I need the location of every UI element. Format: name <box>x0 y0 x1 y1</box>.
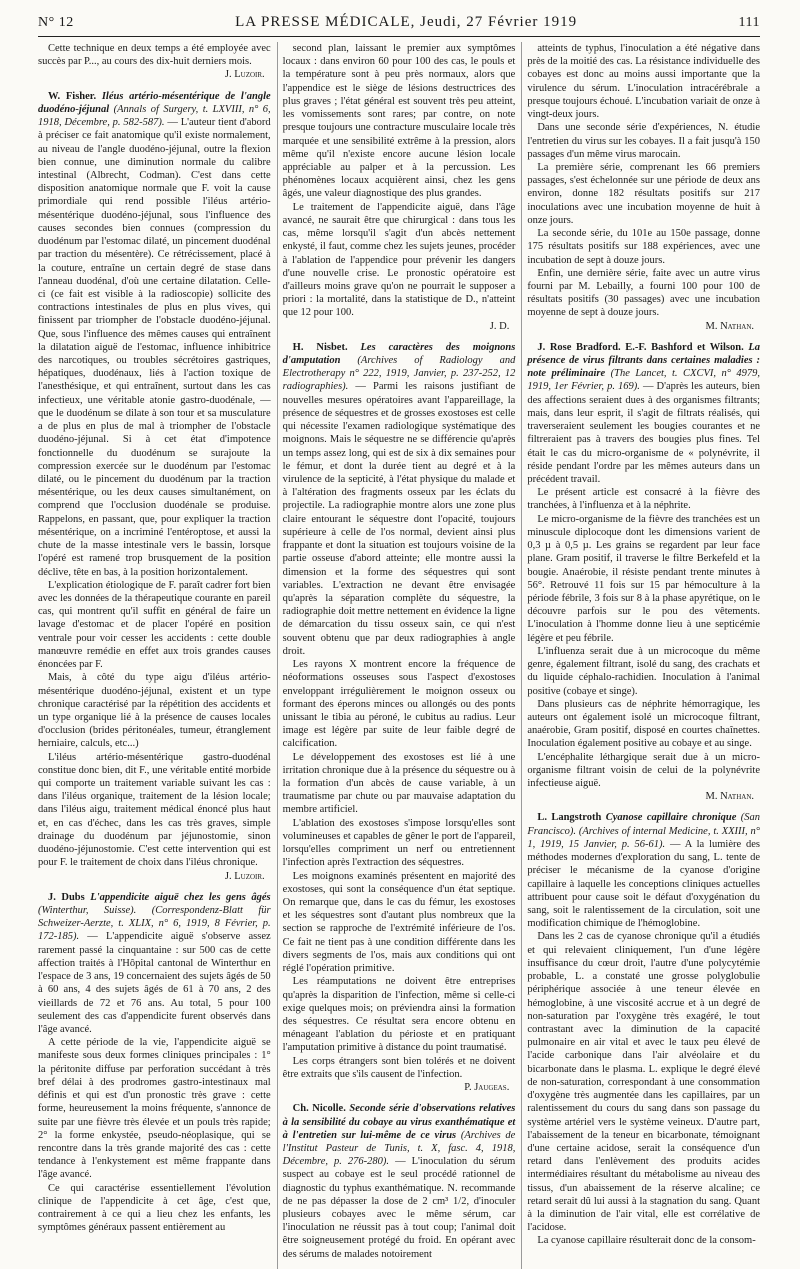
paragraph-text: Mais, à côté du type aigu d'iléus artério-mésentérique duodéno-jéjunal, existent et un type chronique caractérisé par la répétition des accidents et un type organique lié à la présence de causes locales d'occlusion (brides péritonéales, tumeur, étranglement herniaire, calculs, etc...) <box>38 672 271 750</box>
entry-author: Ch. Nicolle. <box>292 1103 346 1115</box>
page-number: 111 <box>738 15 760 30</box>
entry-paragraph <box>527 227 760 267</box>
entry-paragraph <box>283 817 516 870</box>
review-entry <box>527 811 760 1247</box>
paragraph-text: L'explication étiologique de F. paraît cadrer fort bien avec les données de la thérapeutique courante en pareil cas, qui montrent qu'il suffit en général de faire un lavage d'estomac et de placer l'opéré en position ventrale pour voir cesser les accidents : cette double manœuvre remédie en effet aux trois grandes causes énoncées par F. <box>38 579 271 671</box>
paragraph-text: Les corps étrangers sont bien tolérés et ne doivent être extraits que s'ils causent de l'infection. <box>282 1055 516 1080</box>
entry-title: Les caractères des moignons d'amputation <box>282 341 516 367</box>
entry-paragraph <box>38 751 271 870</box>
entry-paragraph <box>283 751 516 817</box>
paragraph-text: atteints de typhus, l'inoculation a été négative dans près de la moitié des cas. La résistance individuelle des cobayes est donc au moins aussi importante que la virulence du sérum. L'inoculation intracérébrale a presque toujours échoué. L'incubation variait de onze à vingt-deux jours. <box>527 43 760 121</box>
entry-paragraph <box>283 975 516 1054</box>
entry-title: Iléus artério-mésentérique de l'angle duodéno-jéjunal <box>38 90 271 115</box>
entry-paragraph <box>527 161 760 227</box>
review-entry <box>38 90 271 883</box>
paragraph-text: L'ablation des exostoses s'impose lorsqu'elles sont volumineuses et capables de gêner le port de l'appareil, lorsqu'elles compriment un nerf ou entretiennent l'infection après l'extraction des séquestres. <box>282 817 516 869</box>
entry-paragraph <box>527 1234 760 1247</box>
paragraph-text: L'iléus artério-mésentérique gastro-duodénal constitue donc bien, dit F., une véritable entité morbide qui comporte un traitement variable suivant les cas : dans l'iléus organique, traitement de la lésion locale; dans l'iléus aigu, traitement médical énoncé plus haut et, en cas d'échec, dans les cas très graves, simple drainage du duodénum par jéjunostomie, sinon duodéno-jéjunostomie. C'est cette intervention qui est pour F. le traitement de choix dans l'iléus chronique. <box>38 751 271 869</box>
entry-author: J. Dubs <box>48 891 85 903</box>
entry-reference: (Archives of Radiology and Electrotherapy n° 222, 1919, Janvier, p. 237-252, 12 radiographies). <box>282 355 516 393</box>
entry-reference: (Annals of Surgery, t. LXVIII, n° 6, 1918, Décembre, p. 582-587). <box>38 103 271 129</box>
entry-author: W. Fisher. <box>48 90 97 102</box>
entry-signature: J. Luzoir. <box>224 69 265 81</box>
paragraph-text: — A la lumière des méthodes modernes d'exploration du sang, L. tente de préciser le mécanisme de la cyanose d'origine capillaire à laquelle les conceptions cliniques actuelles attribuent pour cause soit le défaut d'oxygénation du sang, soit le ralentissement de la circulation, soit une modification chimique de l'hémoglobine. <box>527 838 760 930</box>
issue-number: N° 12 <box>38 15 74 30</box>
paragraph-text: — D'après les auteurs, bien des affections seraient dues à des organismes filtrants; mais, dans leur esprit, il s'agit de filtrats réalisés, qui traverseraient seulement les bougies courantes et ne filtreraient pas à travers des bougies plus fines. Tel était le cas du micro-organisme de « polynévrite, il réside pendant l'ordre par les mêmes auteurs dans un précédent travail. <box>527 381 760 485</box>
entry-signature: P. Jaugeas. <box>464 1082 510 1094</box>
entry-paragraph <box>38 42 271 68</box>
entry-paragraph <box>283 341 516 658</box>
entry-paragraph <box>38 671 271 750</box>
column-2 <box>283 42 516 1269</box>
review-entry <box>38 891 271 1235</box>
paragraph-text: Le micro-organisme de la fièvre des tranchées est un minuscule diplocoque dont les dimensions varient de 0,3 µ à 0,5 µ. Les grains se regardent par leur face plane. Gram positif, il traverse le filtre Berkefeld et la bougie. Anaérobie, il résiste pendant trente minutes à 56°. Retrouvé 11 fois sur 15 par hémoculture à la période fébrile, 3 fois sur 8 à la phase apyrétique, on le découvre parfois sur le pou des vêtements. L'inoculation à l'homme donne lieu à une septicémie légère et peu fébrile. <box>527 513 760 644</box>
entry-author: J. Rose Bradford. E.-F. Bashford et Wilson. <box>537 341 744 353</box>
paragraph-text: Les réamputations ne doivent être entreprises qu'après la disparition de l'infection, même si celle-ci exige quelques mois; on préviendra ainsi la formation des séquestres. Ce résultat sera encore obtenu en ménageant l'ablation du périoste et en pratiquant l'amputation primitive à distance du point traumatisé. <box>282 976 516 1054</box>
entry-paragraph <box>38 579 271 672</box>
entry-paragraph <box>527 645 760 698</box>
entry-paragraph <box>527 930 760 1234</box>
paragraph-text: Les moignons examinés présentent en majorité des exostoses, qui sont la conséquence d'un état septique. On remarque que, dans le cas du fémur, les exostoses et les séquestres sont d'autant plus nombreux que la section se rapproche de l'extrémité inférieure de l'os. Ce fait ne tient pas à une condition différente dans les divers segments de l'os, mais aux conditions qui ont réglé l'opération primitive. <box>282 870 516 975</box>
paragraph-text: Le traitement de l'appendicite aiguë, dans l'âge avancé, ne saurait être que chirurgical : dans tous les cas, même lorsqu'il s'agit d'un abcès nettement enkysté, il faut, comme chez les sujets jeunes, procéder à l'ablation de l'appendice pour prévenir les dangers d'une nouvelle crise. Le pronostic opératoire est d'ailleurs moins grave qu'on ne pourrait le supposer a priori : la mortalité, dans la statistique de D., n'atteint que 12 pour 100. <box>282 201 516 319</box>
paragraph-text: Le développement des exostoses est lié à une irritation chronique due à la présence du séquestre ou à la formation d'un abcès de cause variable, à un traumatisme par chute ou par mauvaise adaptation du membre artificiel. <box>282 751 516 816</box>
entry-title: L'appendicite aiguë chez les gens âgés <box>90 891 271 903</box>
entry-paragraph <box>283 1055 516 1081</box>
article-columns <box>38 42 761 1260</box>
paragraph-text: La cyanose capillaire résulterait donc de la consom- <box>537 1235 756 1247</box>
review-entry <box>38 42 271 82</box>
entry-paragraph <box>527 513 760 645</box>
entry-reference: (The Lancet, t. CXCVI, n° 4979, 1919, 1er Février, p. 169). <box>527 368 761 393</box>
entry-paragraph <box>527 486 760 512</box>
paragraph-text: Dans plusieurs cas de néphrite hémorragique, les auteurs ont également isolé un microcoque filtrant, anaérobie, Gram positif, disposé en courtes chaînettes. Inoculation également positive au cobaye et au singe. <box>527 698 760 750</box>
entry-reference: (Winterthur, Suisse). (Correspondenz-Blatt für Schweizer-Aerzte, t. XLIX, n° 6, 1919, 8 Février, p. 172-185). <box>38 905 271 943</box>
paragraph-text: — L'inoculation du sérum suspect au cobaye est le seul procédé rationnel de diagnostic du typhus exanthématique. N. recommande de ne pas dépasser la dose de 2 cm³ 1/2, d'inoculer plusieurs cobayes avec le même sérum, car l'inoculation ne réussit pas à tout coup; l'animal doit être soigneusement protégé du froid. En opérant avec des sérums de malades notoirement <box>282 1156 516 1260</box>
entry-author: H. Nisbet. <box>292 341 348 353</box>
entry-paragraph <box>283 870 516 976</box>
paragraph-text: — L'auteur tient d'abord à préciser ce fait anatomique qu'il existe normalement, au niveau de l'angle duodéno-jéjunal, outre la flexion bien connue, une diminution normale du calibre intestinal (Albrecht, Codman). C'est dans cette disposition anatomique normale que F. voit la cause primordiale qui rend possible l'iléus artério-mésentérique duodéno-jéjunal, sous l'influence des causes secondes bien connues (compression du duodénum par l'estomac dilaté, un pincement duodénal par traction du mésentère). Ce rétrécissement, placé à la couture, entraîne un certain degré de stase dans l'anneau duodénal, d'où une certaine dilatation. Celle-ci (ce fait est visible à la radioscopie) sollicite des contractions intestinales de plus en plus vives, qui finissent par triompher de l'obstacle duodéno-jéjunal. Que, sous l'influence des mêmes causes qui entraînent la dilatation aiguë de l'estomac, influence inhibitrice des narcotiques, ou troubles sécrétoires gastriques, hépatiques, duodénaux, liés à l'action toxique de l'anesthésique, et qui entraînent, surtout dans les cas infectieux, une véritable atonie gastro-duodénale, — que le duodénum se dilate à son tour et sa musculature a de plus en plus de mal à triompher de l'obstacle duodéno-jéjunal. Si à cet état d'impotence fonctionnelle du duodénum se surajoute la compression exercée sur le duodénum par l'estomac dilaté, ou le pincement du duodénum par la traction mésentérique, ou les deux causes simultanément, on comprend que l'occlusion duodénale se produise. Rappelons, en passant, que, pour expliquer la traction mésentérique, on a incriminé l'entéroptose, et aussi la chute de la masse intestinale vers le bassin, lorsque l'opéré est ramené trop brusquement de la position déclive, tête en bas, à la position horizontalement. <box>38 117 271 578</box>
entry-paragraph <box>38 891 271 1036</box>
review-entry <box>527 341 760 804</box>
paragraph-text: Dans les 2 cas de cyanose chronique qu'il a étudiés et qui relevaient cliniquement, l'un d'une légère insuffisance du cœur droit, l'autre d'une polycytémie probable, L. a constaté une grosse polyglobulie périphérique associée à une teneur élevée en hémoglobine, à une viscosité accrue et à un degré de non-saturation par l'oxygène très exagéré, le tout contrastant avec la diminution de la capacité pulmonaire en air vital et avec le taux peu élevé de l'acide carbonique dans l'air alvéolaire et du bicarbonate dans le plasma. L. explique le degré élevé de non-saturation, correspondant à une consommation d'oxygène très augmentée dans les capillaires, par un ralentissement du cours du sang dans son passage du système artériel vers le système veineux. D'autre part, l'abaissement de la teneur en bicarbonate, témoignant d'une certaine acidose, serait la conséquence d'un retard dans l'enlèvement des produits acides intermédiaires résultant du métabolisme au niveau des tissus, d'un abaissement de la réserve alcaline; ce retard serait dû lui aussi à la stagnation du sang. Quant à la diminution de l'air vital, elle est corrélative de l'acidose. <box>527 931 760 1234</box>
paragraph-text: Le présent article est consacré à la fièvre des tranchées, à l'influenza et à la néphrite. <box>527 487 760 512</box>
entry-signature: M. Nathan. <box>705 320 754 332</box>
paragraph-text: Enfin, une dernière série, faite avec un autre virus fourni par M. Lebailly, a fourni 100 pour 100 de résultats positifs (30 passages) avec une incubation moyenne de sept à douze jours. <box>527 267 760 319</box>
entry-signature: J. D. <box>489 320 510 332</box>
column-3 <box>527 42 760 1269</box>
entry-paragraph <box>38 90 271 579</box>
entry-reference: (Archives de l'Institut Pasteur de Tunis, t. X, fasc. 4, 1918, Décembre, p. 276-280). <box>282 1129 516 1168</box>
paragraph-text: Ce qui caractérise essentiellement l'évolution clinique de l'appendicite à cet âge, c'est que, contrairement à ce qui a lieu chez les enfants, les symptômes généraux passent entièrement au <box>38 1182 271 1234</box>
paragraph-text: — Parmi les raisons justifiant de nouvelles mesures opératoires avant l'appareillage, la présence de séquestres et de grosses exostoses est celle qui nécessite l'examen radiologique systématique des moignons. Mais le séquestre ne se différencie qu'après un temps assez long, qui est de six à dix semaines pour le fémur, et dont la durée tient au degré et à la virulence de la septicité, à l'état physique du malade et à l'altération des fragments osseux par les éclats du projectile. La radiographie montre alors une zone plus claire entourant le séquestre dont l'opacité, toujours supérieure à celle de l'os normal, devient ainsi plus frappante et dont la situation est toujours voisine de la partie osseuse d'abord atteinte; elle montre aussi la dimension et la forme des séquestres qui sont variables. L'extraction ne devant être envisagée qu'après la séparation complète du séquestre, la radiographie doit mettre nettement en évidence la ligne de démarcation du tissu osseux sain, ce qui n'est souvent obtenu que par deux radiographies à angle droit. <box>282 381 516 657</box>
paragraph-text: L'encéphalite léthargique serait due à un micro-organisme filtrant voisin de celui de la polynévrite infectieuse aiguë. <box>527 751 760 790</box>
entry-paragraph <box>283 658 516 751</box>
entry-paragraph <box>38 1036 271 1181</box>
entry-title: Cyanose capillaire chronique <box>605 812 737 824</box>
paragraph-text: A cette période de la vie, l'appendicite aiguë se manifeste sous deux formes cliniques principales : 1° la péritonite diffuse par perforation succédant à très bref délai à des prodromes gastro-intestinaux mal définis et qui est d'un pronostic très grave : cette forme, heureusement la moins fréquente, s'annonce de suite par une fièvre très élevée et un pouls très rapide; 2° la forme enkystée, pseudo-néoplasique, qui se rencontre dans la très grande majorité des cas : cette tendance à l'enkystement est même frappante dans l'âge avancé. <box>38 1037 271 1181</box>
entry-paragraph <box>283 1102 516 1261</box>
paragraph-text: L'influenza serait due à un microcoque du même genre, également filtrant, isolé du sang, des crachats et du liquide céphalo-rachidien. Inoculation à l'animal positive (cobaye et singe). <box>527 645 760 697</box>
entry-signature: M. Nathan. <box>705 791 754 803</box>
entry-paragraph <box>527 121 760 161</box>
paragraph-text: second plan, laissant le premier aux symptômes locaux : dans environ 60 pour 100 des cas, le pouls et la température sont à peu près normaux, alors que l'appendice est le siège de lésions destructrices des plus graves ; l'état général est souvent très peu atteint, les vomissements sont rares; par contre, on note presque toujours une contracture musculaire locale très marquée et une sensibilité extrême à la pression, alors même qu'il n'existe encore aucune lésion locale appréciable au palper et à la percussion. Les phénomènes locaux acquièrent ainsi, chez les gens âgés, une valeur diagnostique des plus grandes. <box>282 43 516 200</box>
review-entry <box>527 42 760 333</box>
entry-paragraph <box>527 341 760 486</box>
journal-title: LA PRESSE MÉDICALE, Jeudi, 27 Février 1919 <box>235 14 578 30</box>
entry-title: La présence de virus filtrants dans certaines maladies : note préliminaire <box>527 341 760 380</box>
entry-paragraph <box>527 751 760 791</box>
page-header <box>38 14 760 37</box>
entry-signature: J. Luzoir. <box>224 870 265 882</box>
review-entry <box>283 42 516 333</box>
review-entry <box>283 1102 516 1261</box>
paragraph-text: — L'appendicite aiguë s'observe assez rarement passé la cinquantaine : sur 500 cas de cette affection traités à l'Hôpital cantonal de Winterthur en l'espace de 3 ans, 19 concernaient des sujets âgés de 50 à 60 ans, 4 des sujets âgés de 61 à 70 ans, 2 des vieillards de 72 et 76 ans. Au total, 5 pour 100 seulement des cas d'appendicite furent observés dans l'âge avancé. <box>38 931 271 1035</box>
entry-paragraph <box>38 1182 271 1235</box>
entry-paragraph <box>283 201 516 320</box>
entry-paragraph <box>527 42 760 121</box>
review-entry <box>283 341 516 1094</box>
entry-paragraph <box>527 698 760 751</box>
paragraph-text: Les rayons X montrent encore la fréquence de néoformations osseuses sous l'aspect d'exostoses enveloppant irrégulièrement le moignon osseux ou formant des éperons minces ou allongés ou des ponts unissant le tibia au péroné, le cubitus au radius. Leur image est légère par suite de leur faible degré de calcification. <box>282 659 516 750</box>
entry-author: L. Langstroth <box>537 812 602 824</box>
entry-reference: (San Francisco). (Archives of internal Medicine, t. XXIII, n° 1, 1919, 15 Janvier, p. 56-61). <box>527 812 760 850</box>
paragraph-text: La seconde série, du 101e au 150e passage, donne 175 résultats positifs sur 188 expériences, avec une incubation de sept à douze jours. <box>527 228 760 266</box>
paragraph-text: La première série, comprenant les 66 premiers passages, s'est échelonnée sur une période de deux ans environ, donne 182 résultats positifs sur 217 inoculations avec une incubation moyenne de huit à onze jours. <box>527 161 760 226</box>
entry-paragraph <box>283 42 516 201</box>
entry-paragraph <box>527 267 760 320</box>
paragraph-text: Dans une seconde série d'expériences, N. étudie l'entretien du virus sur les cobayes. Il a fait jusqu'à 150 passages d'un même virus marocain. <box>527 122 760 160</box>
entry-paragraph <box>527 811 760 930</box>
column-1 <box>38 42 271 1269</box>
entry-title: Seconde série d'observations relatives à la sensibilité du cobaye au virus exanthématique et à l'entretien sur lui-même de ce virus <box>282 1103 516 1141</box>
paragraph-text: Cette technique en deux temps a été employée avec succès par P..., au cours des dix-huit derniers mois. <box>38 43 271 68</box>
